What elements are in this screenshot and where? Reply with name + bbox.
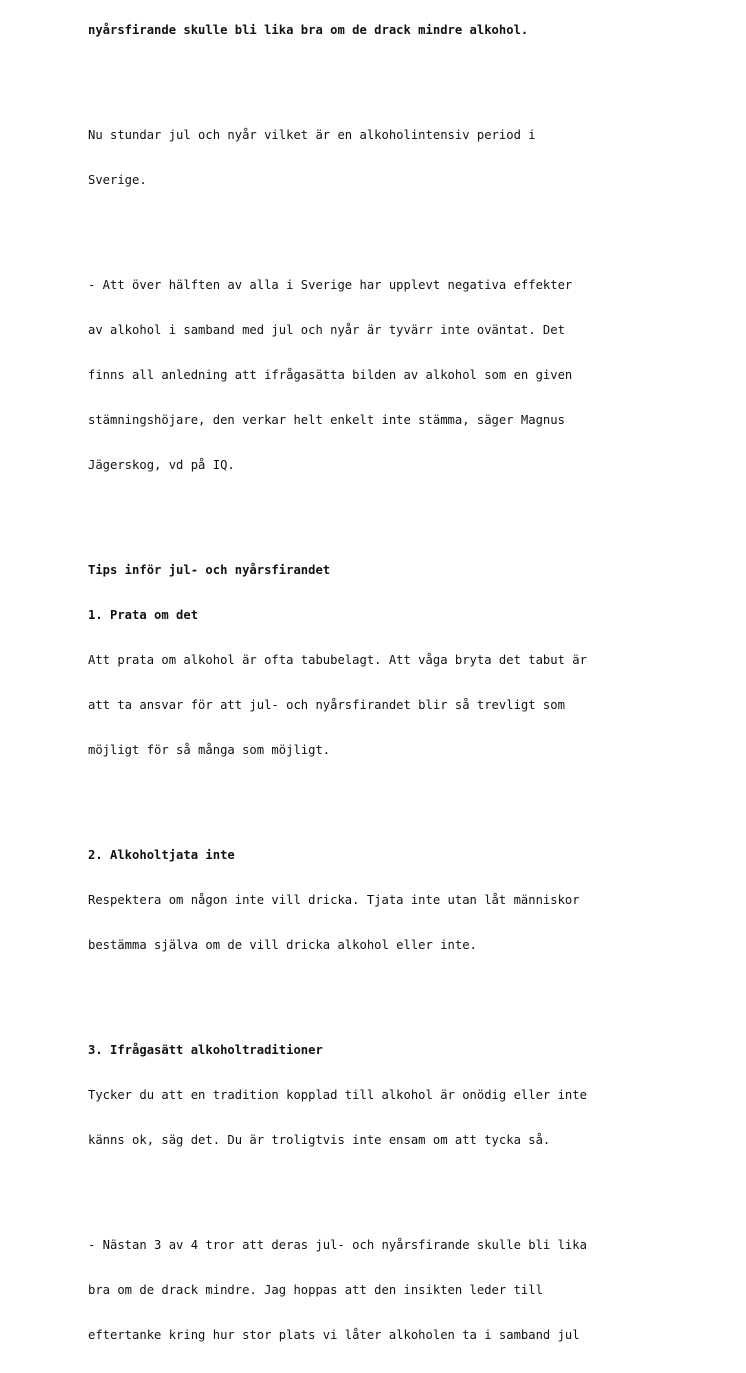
quote-line: - Nästan 3 av 4 tror att deras jul- och nyårsfirande skulle bli lika <box>88 1238 587 1252</box>
tip-body-line: Att prata om alkohol är ofta tabubelagt. Att våga bryta det tabut är <box>88 653 587 667</box>
document-body <box>88 0 728 1373</box>
tip-body-line: Tycker du att en tradition kopplad till alkohol är onödig eller inte <box>88 1088 587 1102</box>
spacer <box>88 503 728 518</box>
lead-line: nyårsfirande skulle bli lika bra om de drack mindre alkohol. <box>88 23 529 37</box>
tip-title: 1. Prata om det <box>88 608 199 622</box>
tip-body-line: känns ok, säg det. Du är troligtvis inte ensam om att tycka så. <box>88 1133 551 1147</box>
quote-line: av alkohol i samband med jul och nyår är tyvärr inte oväntat. Det <box>88 323 565 337</box>
quote-line: Jägerskog, vd på IQ. <box>88 458 235 472</box>
tips-heading: Tips inför jul- och nyårsfirandet <box>88 563 331 577</box>
tip-title: 3. Ifrågasätt alkoholtraditioner <box>88 1043 323 1057</box>
spacer <box>88 983 728 998</box>
intro-line: Nu stundar jul och nyår vilket är en alkoholintensiv period i <box>88 128 536 142</box>
spacer <box>88 218 728 233</box>
tip-body-line: Respektera om någon inte vill dricka. Tjata inte utan låt människor <box>88 893 580 907</box>
quote-line: - Att över hälften av alla i Sverige har upplevt negativa effekter <box>88 278 573 292</box>
spacer <box>88 788 728 803</box>
tip-body-line: att ta ansvar för att jul- och nyårsfirandet blir så trevligt som <box>88 698 565 712</box>
quote-line: eftertanke kring hur stor plats vi låter alkoholen ta i samband jul <box>88 1328 580 1342</box>
intro-line: Sverige. <box>88 173 147 187</box>
tip-body-line: bestämma själva om de vill dricka alkohol eller inte. <box>88 938 477 952</box>
quote-line: stämningshöjare, den verkar helt enkelt inte stämma, säger Magnus <box>88 413 565 427</box>
spacer <box>88 1178 728 1193</box>
spacer <box>88 68 728 83</box>
tip-title: 2. Alkoholtjata inte <box>88 848 235 862</box>
quote-line: finns all anledning att ifrågasätta bilden av alkohol som en given <box>88 368 573 382</box>
quote-line: bra om de drack mindre. Jag hoppas att den insikten leder till <box>88 1283 543 1297</box>
tip-body-line: möjligt för så många som möjligt. <box>88 743 331 757</box>
